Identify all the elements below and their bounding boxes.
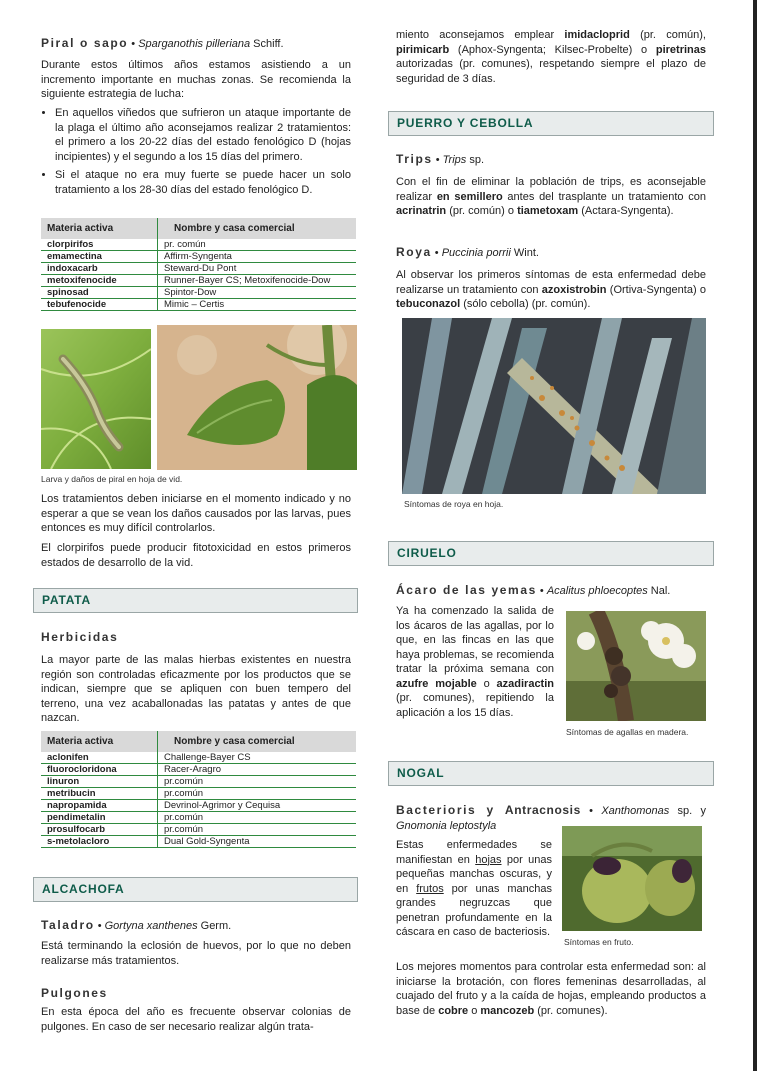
- table-row: tebufenocide Mimic – Certis: [41, 299, 356, 311]
- section-band-ciruelo: CIRUELO: [388, 541, 714, 566]
- table-row: metribucin pr.común: [41, 788, 356, 800]
- agallas-photo-caption: Síntomas de agallas en madera.: [566, 727, 689, 737]
- patata-table: Materia activa Nombre y casa comercial aclonifen Challenge-Bayer CS fluorocloridona Racer-Aragro linuron pr.común metribucin pr.común napropamida Devrinol-Agrimor y Cequisa pendimetalin pr.común prosulfocarb pr.común s-metolacloro Dual Gold-Syngenta: [41, 731, 356, 848]
- damage-photo: [157, 325, 357, 470]
- roya-paragraph: Al observar los primeros síntomas de esta enfermedad debe realizarse un tratamiento con azoxistrobin (Ortiva-Syngenta) o tebuconazol (sólo cebolla) (pr. común).: [396, 269, 706, 310]
- acaro-heading: Ácaro de las yemas • Acalitus phloecoptes Nal.: [396, 583, 671, 597]
- piral-name: Piral o sapo: [41, 36, 129, 50]
- piral-paragraph-2: El clorpirifos puede producir fitotoxicidad en estos primeros estados de desarrollo de la vid.: [41, 542, 351, 569]
- table-row: aclonifen Challenge-Bayer CS: [41, 752, 356, 764]
- herbicidas-heading: Herbicidas: [41, 630, 119, 644]
- table-row: metoxifenocide Runner-Bayer CS; Metoxifenocide-Dow: [41, 275, 356, 287]
- patata-paragraph: La mayor parte de las malas hierbas existentes en nuestra región son controladas eficazmente por los productos que se indican, siempre que se apliquen con buen tempero del terreno, una vez acaballonadas las patatas y antes de que nazcan.: [41, 654, 351, 724]
- piral-species: Sparganothis pilleriana: [138, 38, 251, 50]
- section-band-patata: PATATA: [33, 588, 358, 613]
- larva-photo: [41, 329, 151, 469]
- piral-paragraph-1: Los tratamientos deben iniciarse en el momento indicado y no esperar a que se vean los daños causados por las larvas, pues entonces es muy difícil controlarlos.: [41, 493, 351, 534]
- fruto-photo: [562, 826, 702, 931]
- page-edge-bar: [753, 0, 757, 1071]
- roya-photo-caption: Síntomas de roya en hoja.: [404, 499, 504, 509]
- trips-heading: Trips • Trips sp.: [396, 152, 485, 166]
- table-row: spinosad Spintor-Dow: [41, 287, 356, 299]
- roya-heading: Roya • Puccinia porrii Wint.: [396, 245, 539, 259]
- piral-bullet: • En aquellos viñedos que sufrieron un ataque importante de la plaga el último año aconsejamos realizar 2 tratamientos: el primero a los 20-22 días del estado fenológico D (hojas incipientes) y el segundo a los 15 días del primero.: [55, 106, 351, 164]
- pulgones-continuation: miento aconsejamos emplear imidacloprid (pr. común), pirimicarb (Aphox-Syngenta; Kilsec-Probelte) o piretrinas autorizadas (pr. comunes), respetando siempre el plazo de seguridad de 3 días.: [396, 29, 706, 85]
- piral-table: Materia activa Nombre y casa comercial clorpirifos pr. común emamectina Affirm-Syngenta indoxacarb Steward-Du Pont metoxifenocide Runner-Bayer CS; Metoxifenocide-Dow spinosad Spintor-Dow tebufenocide Mimic – Certis: [41, 218, 356, 311]
- table-row: indoxacarb Steward-Du Pont: [41, 263, 356, 275]
- piral-heading: Piral o sapo • Sparganothis pilleriana Schiff.: [41, 36, 284, 50]
- table-row: emamectina Affirm-Syngenta: [41, 251, 356, 263]
- fruto-photo-caption: Síntomas en fruto.: [564, 937, 634, 947]
- table-row: fluorocloridona Racer-Aragro: [41, 764, 356, 776]
- roya-photo: [402, 318, 706, 494]
- piral-intro: Durante estos últimos años estamos asistiendo a un incremento importante en muchas zonas. Se recomienda la siguiente estrategia de lucha:: [41, 59, 351, 100]
- trips-paragraph: Con el fin de eliminar la población de trips, es aconsejable realizar en semillero antes del trasplante un tratamiento con acrinatrin (pr. común) o tiametoxam (Actara-Syngenta).: [396, 176, 706, 217]
- agallas-photo: [566, 611, 706, 721]
- table-row: pendimetalin pr.común: [41, 812, 356, 824]
- table-row: s-metolacloro Dual Gold-Syngenta: [41, 836, 356, 848]
- taladro-heading: Taladro • Gortyna xanthenes Germ.: [41, 918, 232, 932]
- pulgones-heading: Pulgones: [41, 986, 108, 1000]
- acaro-paragraph: Ya ha comenzado la salida de los ácaros de las agallas, por lo que, en las fincas en las que haya problemas, se recomienda tratar la próxima semana con azufre mojable o azadiractin (pr. comunes), repitiendo la aplicación a los 15 días.: [396, 605, 554, 719]
- table-row: clorpirifos pr. común: [41, 239, 356, 251]
- piral-photo-caption: Larva y daños de piral en hoja de vid.: [41, 474, 183, 484]
- section-band-nogal: NOGAL: [388, 761, 714, 786]
- taladro-paragraph: Está terminando la eclosión de huevos, por lo que no deben realizarse más tratamientos.: [41, 940, 351, 967]
- pulgones-paragraph: En esta época del año es frecuente observar colonias de pulgones. En caso de ser necesario realizar algún trata-: [41, 1006, 351, 1033]
- bacteriosis-heading: Bacterioris y Antracnosis • Xanthomonas sp. y Gnomonia leptostyla: [396, 803, 706, 832]
- table-row: napropamida Devrinol-Agrimor y Cequisa: [41, 800, 356, 812]
- nogal-symptoms-paragraph: Estas enfermedades se manifiestan en hojas por unas pequeñas manchas oscuras, y en frutos por unas manchas grandes negruzcas que penetran profundamente en la cáscara en caso de bacteriosis.: [396, 839, 552, 938]
- section-band-puerro: PUERRO Y CEBOLLA: [388, 111, 714, 136]
- table-row: prosulfocarb pr.común: [41, 824, 356, 836]
- section-band-alcachofa: ALCACHOFA: [33, 877, 358, 902]
- nogal-control-paragraph: Los mejores momentos para controlar esta enfermedad son: al iniciarse la brotación, con flores femeninas desarrolladas, al cuajado del fruto y a la caída de hojas, empleando productos a base de cobre o mancozeb (pr. comunes).: [396, 961, 706, 1017]
- piral-bullet: • Si el ataque no era muy fuerte se puede hacer un solo tratamiento a los 28-30 días del estado fenológico D.: [55, 168, 351, 197]
- piral-bullets: [41, 106, 351, 201]
- table-row: linuron pr.común: [41, 776, 356, 788]
